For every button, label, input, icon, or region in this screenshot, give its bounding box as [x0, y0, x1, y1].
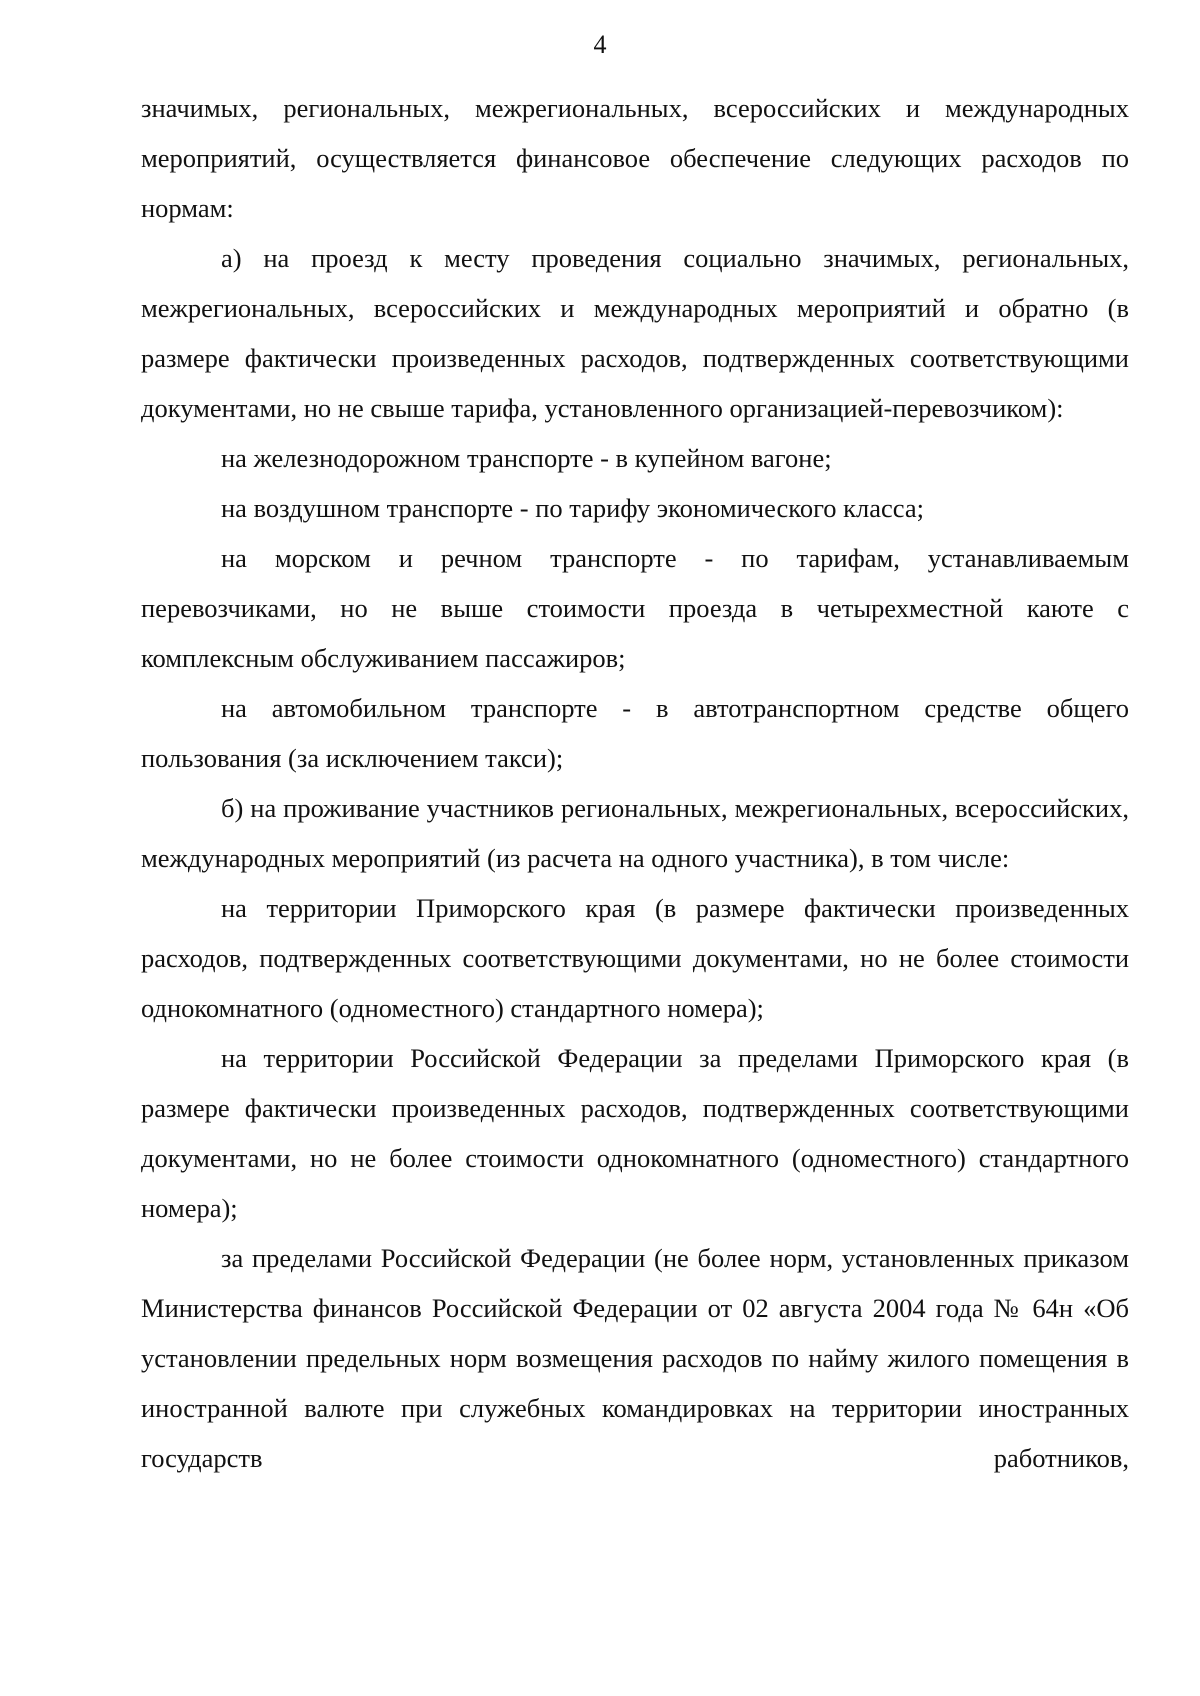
page-number: 4: [593, 30, 607, 59]
paragraph-air-transport: на воздушном транспорте - по тарифу экономического класса;: [221, 493, 924, 523]
paragraph-railway-transport: на железнодорожном транспорте - в купейном вагоне;: [221, 443, 832, 473]
paragraph-item-b-accommodation: б) на проживание участников региональных, межрегиональных, всероссийских, международных мероприятий (из расчета на одного участника), в том числе:: [141, 793, 1129, 873]
paragraph-abroad: за пределами Российской Федерации (не более норм, установленных приказом Министерства финансов Российской Федерации от 02 августа 2004 года № 64н «Об установлении предельных норм возмещения расходов по найму жилого помещения в иностранной валюте при служебных командировках на территории иностранных государств работников,: [141, 1243, 1129, 1473]
document-body: [141, 83, 1129, 1483]
paragraph-sea-river-transport: на морском и речном транспорте - по тарифам, устанавливаемым перевозчиками, но не выше стоимости проезда в четырехместной каюте с комплексным обслуживанием пассажиров;: [141, 543, 1129, 673]
paragraph-road-transport: на автомобильном транспорте - в автотранспортном средстве общего пользования (за исключением такси);: [141, 693, 1129, 773]
paragraph-item-a-travel: а) на проезд к месту проведения социально значимых, региональных, межрегиональных, всероссийских и международных мероприятий и обратно (в размере фактически произведенных расходов, подтвержденных соответствующими документами, но не свыше тарифа, установленного организацией-перевозчиком):: [141, 243, 1129, 423]
paragraph-intro-continuation: значимых, региональных, межрегиональных, всероссийских и международных мероприятий, осуществляется финансовое обеспечение следующих расходов по нормам:: [141, 93, 1129, 223]
paragraph-russian-federation: на территории Российской Федерации за пределами Приморского края (в размере фактически произведенных расходов, подтвержденных соответствующими документами, но не более стоимости однокомнатного (одноместного) стандартного номера);: [141, 1043, 1129, 1223]
paragraph-primorsky-krai: на территории Приморского края (в размере фактически произведенных расходов, подтвержденных соответствующими документами, но не более стоимости однокомнатного (одноместного) стандартного номера);: [141, 893, 1129, 1023]
